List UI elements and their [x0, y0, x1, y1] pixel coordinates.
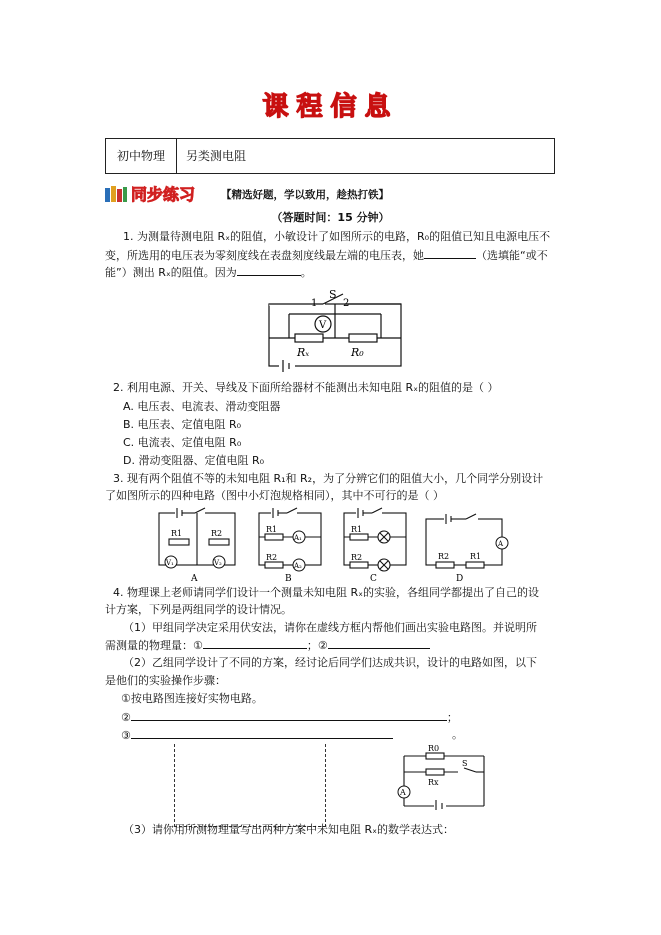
d-label: D [456, 574, 464, 583]
q4-blank-step3[interactable] [131, 727, 393, 739]
q4-line2: 计方案，下列是两组同学的设计情况。 [105, 603, 292, 616]
q4-r0: R0 [428, 744, 440, 753]
q1-p1: 1 [311, 298, 318, 309]
q4-step3-end: 。 [452, 728, 463, 741]
q1-line3 [105, 264, 312, 281]
q3-line2: 了如图所示的四种电路（图中小灯泡规格相同），其中不可行的是（ ） [105, 489, 444, 502]
q1-line3-end: 。 [300, 266, 312, 279]
banner-title: 同步练习 [131, 182, 195, 205]
q4-answer-box[interactable] [174, 744, 326, 827]
q1-blank1[interactable] [424, 247, 476, 259]
b-r2: R2 [266, 553, 278, 562]
page-title: 课程信息 [262, 92, 399, 122]
q4-step1: ①按电路图连接好实物电路。 [121, 692, 263, 705]
q3-circuit-b [253, 505, 325, 583]
a-label: A [191, 574, 198, 583]
d-r1: R1 [470, 552, 482, 561]
q1-line2 [105, 247, 548, 264]
q4-p2b: 是他们的实验操作步骤： [105, 674, 226, 687]
q3-circuit-a [157, 505, 237, 583]
b-label: B [285, 574, 292, 583]
q1-s: S [329, 288, 337, 301]
a-r1: R1 [171, 529, 183, 538]
q4-p3: （3）请你用所测物理量写出两种方案中未知电阻 Rₓ的数学表达式： [123, 823, 455, 836]
a-m2: V₂ [214, 559, 222, 567]
a-m1: V₁ [166, 559, 174, 567]
q1-v: V [319, 320, 327, 331]
q4-step2-line [121, 709, 458, 726]
q3-circuit-c [338, 505, 410, 583]
q4-blank-step2[interactable] [131, 709, 447, 721]
q1-p2: 2 [343, 298, 350, 309]
books-icon [105, 186, 127, 202]
time-limit: （答题时间：15 分钟） [271, 211, 390, 224]
q1-r0: R₀ [351, 346, 364, 359]
q4-blank-measure1[interactable] [203, 637, 307, 649]
q4-p2a: （2）乙组同学设计了不同的方案，经讨论后同学们达成共识，设计的电路如图，以下 [123, 656, 537, 669]
q4-p1b-line [105, 637, 430, 654]
q1-line1: 1. 为测量待测电阻 Rₓ的阻值，小敏设计了如图所示的电路，R₀的阻值已知且电源电压不 [123, 230, 551, 243]
q1-line2-text: 变，所选用的电压表为零刻度线在表盘刻度线最左端的电压表，她 [105, 249, 424, 262]
q1-rx: Rₓ [297, 346, 310, 359]
q4-step2-end: ； [446, 711, 458, 724]
c-r1: R1 [351, 525, 363, 534]
a-r2: R2 [211, 529, 223, 538]
q4-step3-line [121, 727, 393, 744]
q4-step3: ③ [121, 729, 131, 742]
q4-rx: Rx [428, 778, 439, 787]
q4-step2: ② [121, 711, 131, 724]
q4-p1a: （1）甲组同学决定采用伏安法，请你在虚线方框内帮他们画出实验电路图。并说明所 [123, 621, 537, 634]
q3-circuit-d [420, 511, 510, 583]
q2-option-d[interactable]: D. 滑动变阻器、定值电阻 R₀ [123, 454, 265, 467]
course-info-table [105, 138, 555, 174]
q4-circuit-diagram [392, 744, 488, 810]
q4-p1b: 需测量的物理量：① [105, 639, 203, 652]
q4-s: S [462, 759, 468, 768]
q1-line3-text: 能”）测出 Rₓ的阻值。因为 [105, 266, 237, 279]
d-m1: A [498, 540, 504, 548]
c-r2: R2 [351, 553, 363, 562]
q2-option-b[interactable]: B. 电压表、定值电阻 R₀ [123, 418, 242, 431]
b-r1: R1 [266, 525, 278, 534]
q2-stem: 2. 利用电源、开关、导线及下面所给器材不能测出未知电阻 Rₓ的阻值的是（ ） [113, 381, 499, 394]
q4-p1c: ；② [306, 639, 328, 652]
q2-option-c[interactable]: C. 电流表、定值电阻 R₀ [123, 436, 242, 449]
subject-cell: 初中物理 [106, 139, 177, 173]
q1-line2-end: （选填能“或不 [476, 249, 548, 262]
q2-option-a[interactable]: A. 电压表、电流表、滑动变阻器 [123, 400, 281, 413]
q4-a: A [400, 788, 406, 797]
q4-blank-measure2[interactable] [328, 637, 430, 649]
banner-slogan: 【精选好题，学以致用，趁热打铁】 [221, 189, 389, 201]
b-m1: A₁ [294, 534, 302, 542]
topic-cell: 另类测电阻 [186, 149, 247, 163]
q1-blank2[interactable] [237, 264, 301, 276]
c-label: C [370, 574, 377, 583]
b-m2: A₂ [294, 562, 302, 570]
q1-circuit-diagram [265, 288, 405, 374]
q4-line1: 4. 物理课上老师请同学们设计一个测量未知电阻 Rₓ的实验，各组同学都提出了自己的设 [113, 586, 540, 599]
d-r2: R2 [438, 552, 450, 561]
q3-line1: 3. 现有两个阻值不等的未知电阻 R₁和 R₂，为了分辨它们的阻值大小，几个同学分别设计 [113, 472, 544, 485]
